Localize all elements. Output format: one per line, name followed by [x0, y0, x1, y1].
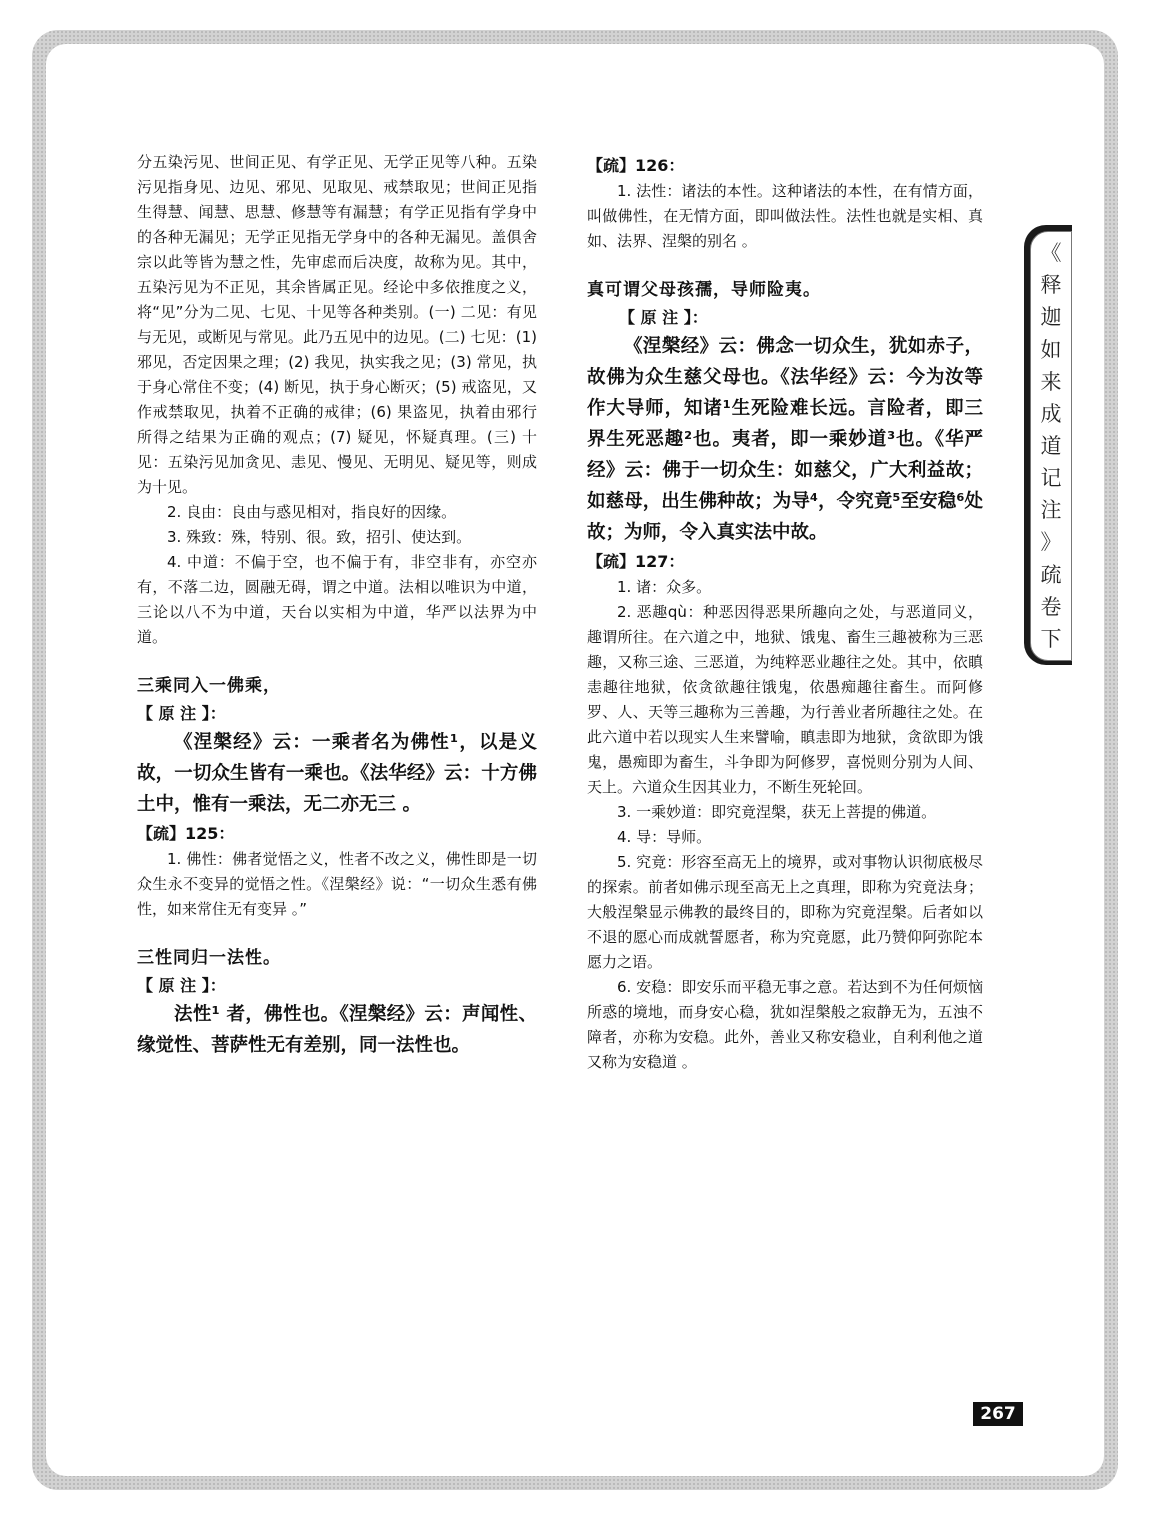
commentary-label: 【疏】126： — [587, 156, 685, 175]
note-item: 3. 一乘妙道：即究竟涅槃，获无上菩提的佛道。 — [617, 803, 937, 821]
note-item: 2. 恶趣qù：种恶因得恶果所趣向之处，与恶道同义，趣谓所往。在六道之中，地狱、饿鬼、畜生三趣被称为三恶趣，又称三途、三恶道，为纯粹恶业趣往之处。其中，依瞋恚趣往地狱，依贪欲趣往饿鬼，依愚痴趣往畜生。而阿修罗、人、天等三趣称为三善趣，为行善业者所趣往之处。在此六道中若以现实人生来譬喻，瞋恚即为地狱，贪欲即为饿鬼，愚痴即为畜生，斗争即为阿修罗，喜悦则分别为人间、天上。六道众生因其业力，不断生死轮回。 — [587, 603, 983, 796]
commentary-label: 【疏】125： — [137, 824, 235, 843]
paragraph: 分五染污见、世间正见、有学正见、无学正见等八种。五染污见指身见、边见、邪见、见取见、戒禁取见；世间正见指生得慧、闻慧、思慧、修慧等有漏慧；有学正见指有学身中的各种无漏见；无学正见指无学身中的各种无漏见。盖俱舍宗以此等皆为慧之性，先审虑而后决度，故称为见。其中，五染污见为不正见，其余皆属正见。经论中多依推度之义，将“见”分为二见、七见、十见等各种类别。(一) 二见：有见与无见，或断见与常见。此乃五见中的边见。(二) 七见：(1) 邪见，否定因果之理；(2) 我见，执实我之见；(3) 常见，执于身心常住不变；(4) 断见，执于身心断灭；(5) 戒盗见，又作戒禁取见，执着不正确的戒律；(6) 果盗见，执着由邪行所得之结果为正确的观点；(7) 疑见，怀疑真理。(三) 十见：五染污见加贪见、恚见、慢见、无明见、疑见等，则成为十见。 — [137, 153, 537, 496]
annotation-label: 【 原 注 】： — [137, 704, 226, 723]
annotation-text: 《涅槃经》云：佛念一切众生，犹如赤子，故佛为众生慈父母也。《法华经》云：今为汝等作大导师，知诸¹生死险难长远。言险者，即三界生死恶趣²也。夷者，即一乘妙道³也。《华严经》云：佛于一切众生：如慈父，广大利益故；如慈母，出生佛种故；为导⁴，令究竟⁵至安稳⁶处故；为师，令入真实法中故。 — [587, 336, 983, 543]
note-item: 1. 诸：众多。 — [617, 578, 712, 596]
note-item: 1. 佛性：佛者觉悟之义，性者不改之义，佛性即是一切众生永不变异的觉悟之性。《涅槃经》说：“一切众生悉有佛性，如来常住无有变异 。” — [137, 850, 537, 918]
side-tab-char: 下 — [1040, 626, 1062, 651]
section-heading: 三性同归一法性。 — [137, 948, 281, 968]
side-tab-char: 《 — [1040, 241, 1062, 266]
side-tab-char: 记 — [1040, 466, 1062, 491]
side-tab-char: 疏 — [1040, 562, 1062, 587]
page-number: 267 — [973, 1402, 1023, 1426]
side-tab-char: 》 — [1040, 530, 1062, 555]
note-item: 4. 中道：不偏于空，也不偏于有，非空非有，亦空亦有，不落二边，圆融无碍，谓之中道。法相以唯识为中道，三论以八不为中道，天台以实相为中道，华严以法界为中道。 — [137, 553, 537, 646]
note-item: 1. 法性：诸法的本性。这种诸法的本性，在有情方面，叫做佛性，在无情方面，即叫做法性。法性也就是实相、真如、法界、涅槃的别名 。 — [587, 182, 983, 250]
note-item: 5. 究竟：形容至高无上的境界，或对事物认识彻底极尽的探索。前者如佛示现至高无上之真理，即称为究竟法身；大般涅槃显示佛教的最终目的，即称为究竟涅槃。后者如以不退的愿心而成就誓愿者，称为究竟愿，此乃赞仰阿弥陀本愿力之语。 — [587, 853, 983, 971]
annotation-label: 【 原 注 】： — [619, 308, 708, 327]
side-tab-char: 成 — [1040, 401, 1062, 426]
side-tab-char: 注 — [1040, 498, 1062, 523]
section-heading: 三乘同入一佛乘， — [137, 676, 281, 696]
note-item: 2. 良由：良由与惑见相对，指良好的因缘。 — [167, 503, 457, 521]
chapter-side-tab — [1024, 225, 1072, 665]
annotation-text: 法性¹ 者，佛性也。《涅槃经》云：声闻性、缘觉性、菩萨性无有差别，同一法性也。 — [137, 1004, 537, 1056]
note-item: 4. 导：导师。 — [617, 828, 712, 846]
note-item: 6. 安稳：即安乐而平稳无事之意。若达到不为任何烦恼所惑的境地，而身安心稳，犹如涅槃般之寂静无为，五浊不障者，亦称为安稳。此外，善业又称安稳业，自利利他之道又称为安稳道 。 — [587, 978, 983, 1071]
side-tab-char: 卷 — [1040, 594, 1062, 619]
right-column — [587, 152, 983, 1075]
side-tab-char: 来 — [1040, 369, 1062, 394]
annotation-label: 【 原 注 】： — [137, 976, 226, 995]
side-tab-char: 释 — [1040, 273, 1062, 298]
side-tab-title — [1030, 231, 1072, 661]
left-column — [137, 150, 537, 1061]
side-tab-char: 迦 — [1040, 305, 1062, 330]
side-tab-char: 如 — [1040, 337, 1062, 362]
annotation-text: 《涅槃经》云：一乘者名为佛性¹，以是义故，一切众生皆有一乘也。《法华经》云：十方佛土中，惟有一乘法，无二亦无三 。 — [137, 732, 537, 815]
commentary-label: 【疏】127： — [587, 552, 685, 571]
note-item: 3. 殊致：殊，特别、很。致，招引、使达到。 — [167, 528, 472, 546]
section-heading: 真可谓父母孩孺，导师险夷。 — [587, 280, 821, 300]
side-tab-char: 道 — [1040, 433, 1062, 458]
